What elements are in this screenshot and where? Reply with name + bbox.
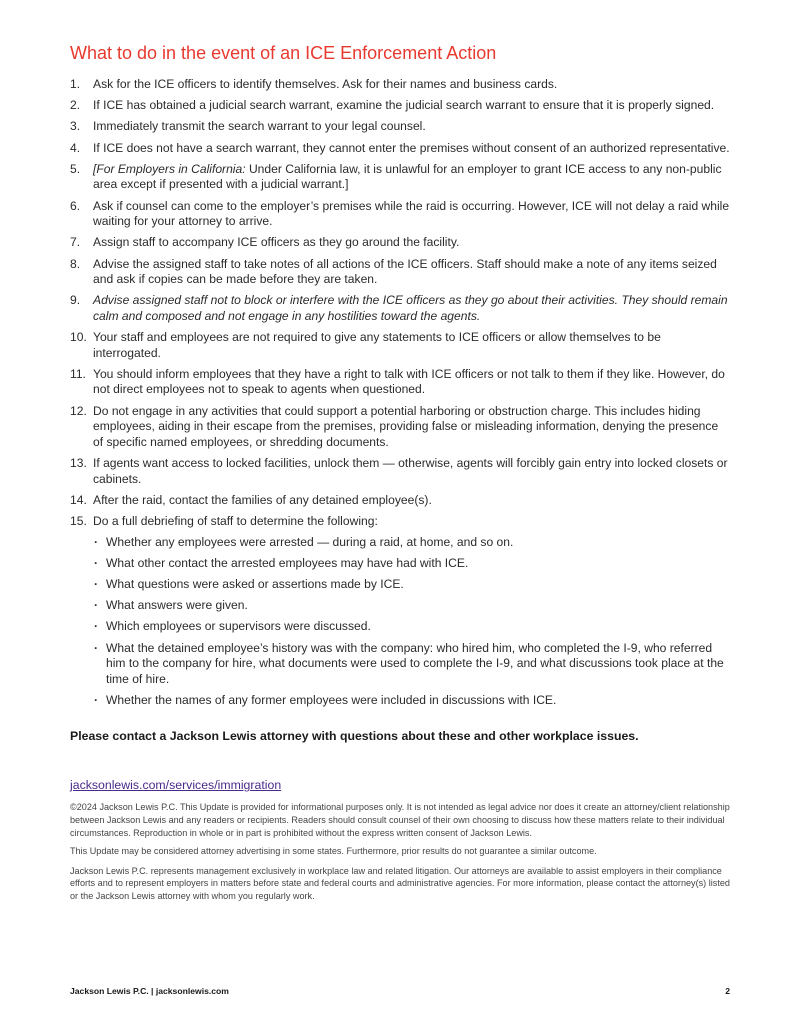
step-number: 6.	[70, 198, 81, 213]
bullet-icon: ·	[94, 576, 99, 591]
step-number: 14.	[70, 492, 87, 507]
debrief-item	[93, 641, 730, 688]
bullet-icon: ·	[94, 555, 99, 570]
debrief-text: Whether any employees were arrested — during a raid, at home, and so on.	[106, 534, 514, 549]
step-text: Do a full debriefing of staff to determine the following:	[93, 513, 378, 528]
list-item	[70, 293, 730, 324]
step-text: Advise assigned staff not to block or interfere with the ICE officers as they go about their activities. They should remain calm and composed and not engage in any hostilities toward the agents.	[93, 293, 728, 323]
list-item	[70, 404, 730, 451]
step-text: If ICE does not have a search warrant, they cannot enter the premises without consent of an authorized representative.	[93, 140, 730, 155]
list-item	[70, 493, 730, 509]
debrief-text: Whether the names of any former employees were included in discussions with ICE.	[106, 692, 557, 707]
list-item	[70, 77, 730, 93]
step-number: 3.	[70, 119, 81, 134]
step-number: 11.	[70, 366, 86, 381]
debrief-item	[93, 693, 730, 709]
list-item	[70, 514, 730, 709]
list-item	[70, 141, 730, 157]
list-item	[70, 235, 730, 251]
debrief-text: What the detained employee’s history was with the company: who hired him, who completed the I-9, who referred him to the company for hire, what documents were used to complete the I-9, and what discussions took place at the time of hire.	[106, 640, 724, 686]
debrief-item	[93, 535, 730, 551]
debrief-text: What other contact the arrested employees may have had with ICE.	[106, 555, 469, 570]
list-item	[70, 98, 730, 114]
step-number: 8.	[70, 256, 81, 271]
step-text: Do not engage in any activities that could support a potential harboring or obstruction charge. This includes hiding employees, aiding in their escape from the premises, providing false or misleading information, denying the presence of specific named employees, or shredding documents.	[93, 403, 719, 449]
debrief-item	[93, 598, 730, 614]
step-number: 5.	[70, 161, 81, 176]
step-number: 4.	[70, 140, 81, 155]
debrief-text: What questions were asked or assertions made by ICE.	[106, 576, 404, 591]
list-item	[70, 330, 730, 361]
debrief-text: What answers were given.	[106, 598, 248, 613]
bullet-icon: ·	[94, 619, 99, 634]
list-item	[70, 257, 730, 288]
page-title: What to do in the event of an ICE Enforcement Action	[70, 43, 497, 63]
page-number: 2	[725, 986, 730, 996]
step-text: You should inform employees that they have a right to talk with ICE officers or not talk to them if they like. However, do not direct employees not to speak to agents when questioned.	[93, 366, 725, 397]
step-number: 13.	[70, 456, 87, 470]
list-item	[70, 199, 730, 230]
step-text: Immediately transmit the search warrant to your legal counsel.	[93, 119, 426, 134]
advertising-disclaimer: This Update may be considered attorney advertising in some states. Furthermore, prior results do not guarantee a similar outcome.	[70, 846, 597, 857]
step-number: 12.	[70, 403, 87, 418]
list-item	[70, 162, 730, 193]
step-number: 7.	[70, 235, 81, 250]
firm-description: Jackson Lewis P.C. represents management exclusively in workplace law and related litigation. Our attorneys are available to assist employers in their compliance efforts and to represent employers in matters before state and federal courts and administrative agencies. For more information, please contact the attorney(s) listed or the Jackson Lewis attorney with whom you regularly work.	[70, 865, 730, 902]
contact-callout: Please contact a Jackson Lewis attorney with questions about these and other workplace issues.	[70, 729, 639, 744]
document-body	[70, 40, 730, 903]
debrief-item	[93, 556, 730, 572]
step-text: Advise the assigned staff to take notes of all actions of the ICE officers. Staff should make a note of any items seized and ask if copies can be made before they are taken.	[93, 256, 717, 287]
debrief-item	[93, 577, 730, 593]
step-number: 9.	[70, 293, 81, 308]
list-item	[70, 367, 730, 398]
step-text: Ask if counsel can come to the employer’s premises while the raid is occurring. However, ICE will not delay a raid while waiting for your attorney to arrive.	[93, 198, 730, 229]
footer-firm: Jackson Lewis P.C. | jacksonlewis.com	[70, 986, 229, 996]
step-text: If agents want access to locked facilities, unlock them — otherwise, agents will forcibly gain entry into locked closets or cabinets.	[93, 456, 728, 486]
list-item	[70, 456, 730, 487]
step-number: 1.	[70, 77, 81, 91]
step-number: 10.	[70, 330, 87, 345]
bullet-icon: ·	[94, 640, 99, 655]
steps-list	[70, 77, 730, 708]
step-text: Under California law, it is unlawful for an employer to grant ICE access to any non-public area except if presented with a judicial warrant.]	[93, 161, 722, 192]
debrief-text: Which employees or supervisors were discussed.	[106, 619, 371, 634]
list-item	[70, 119, 730, 135]
step-text: If ICE has obtained a judicial search warrant, examine the judicial search warrant to ensure that it is properly signed.	[93, 98, 715, 113]
step-number: 15.	[70, 513, 87, 528]
step-number: 2.	[70, 98, 81, 113]
bullet-icon: ·	[94, 692, 99, 707]
debrief-item	[93, 619, 730, 635]
bullet-icon: ·	[94, 598, 99, 613]
step-text: Your staff and employees are not required to give any statements to ICE officers or allow themselves to be interrogated.	[93, 330, 661, 360]
california-note-lead: [For Employers in California:	[93, 161, 246, 176]
page-footer	[70, 986, 730, 996]
debrief-list	[93, 535, 730, 709]
step-text: Ask for the ICE officers to identify themselves. Ask for their names and business cards.	[93, 77, 558, 91]
step-text: After the raid, contact the families of any detained employee(s).	[93, 492, 432, 507]
bullet-icon: ·	[94, 534, 99, 549]
step-text: Assign staff to accompany ICE officers as they go around the facility.	[93, 235, 460, 250]
immigration-services-link[interactable]: jacksonlewis.com/services/immigration	[70, 778, 282, 793]
copyright-disclaimer: ©2024 Jackson Lewis P.C. This Update is provided for informational purposes only. It is not intended as legal advice nor does it create an attorney/client relationship between Jackson Lewis and any readers or recipients. Readers should consult counsel of their own choosing to discuss how these matters relate to their individual circumstances. Reproduction in whole or in part is prohibited without the express written consent of Jackson Lewis.	[70, 802, 730, 838]
